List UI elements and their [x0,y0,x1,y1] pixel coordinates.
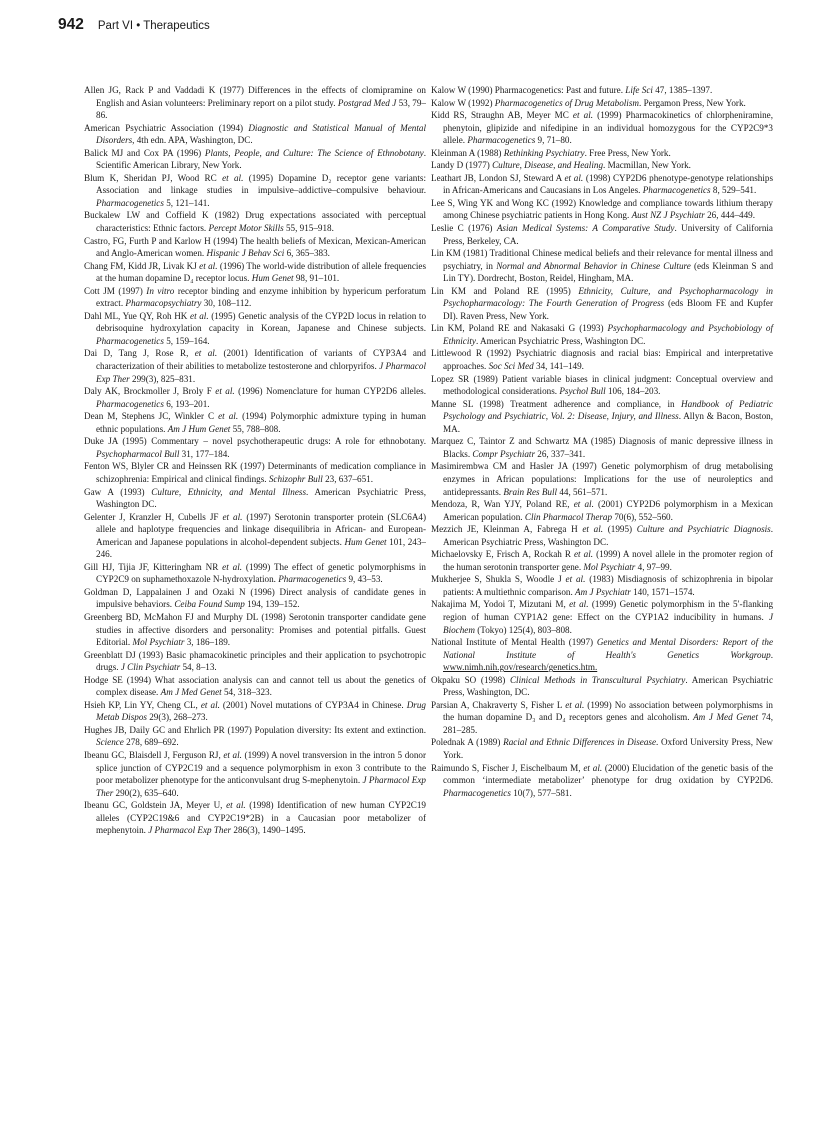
reference-entry [84,674,426,699]
reference-text: (Tokyo) 125(4), 803–808. [474,624,572,635]
reference-italic: Percept Motor Skills [208,223,284,234]
reference-entry [84,260,426,285]
reference-text: Cott JM (1997) [84,285,147,296]
reference-text: Ibeanu GC, Goldstein JA, Meyer U, [84,800,227,811]
reference-text: Leslie C (1976) [431,223,497,234]
reference-text: (1996) Nomenclature for human CYP2D6 alleles. [234,386,426,397]
reference-text: National Institute of Mental Health (1997) [431,637,597,648]
reference-italic: Diagnostic and Statistical Manual of Mental Disorders [96,122,426,146]
reference-text: 6, 193–201. [163,398,210,409]
reference-text: . Scientific American Library, New York. [96,147,426,171]
reference-text: Blum K, Sheridan PJ, Wood RC [84,172,223,183]
reference-text: Balick MJ and Cox PA (1996) [84,147,205,158]
reference-text: Michaelovsky E, Frisch A, Rockah R [431,549,574,560]
reference-text: Leathart JB, London SJ, Steward A [431,172,565,183]
reference-italic: Hum Genet [251,273,294,284]
reference-italic: Genetics and Mental Disorders: Report of the National Institute of Health's Genetics Workgroup [443,637,773,660]
reference-italic: et al. [574,549,594,560]
reference-italic: Psychopharmacology and Psychobiology of Ethnicity [443,323,773,346]
reference-italic: Pharmacopsychiatry [125,298,202,309]
reference-entry [431,762,773,800]
reference-text: Raimundo S, Fischer J, Eischelbaum M, [431,762,584,773]
reference-text: 9, 43–53. [346,574,383,585]
reference-text: Polednak A (1989) [431,737,504,748]
reference-text: 290(2), 635–640. [113,787,179,798]
reference-italic: et al. [565,699,585,710]
reference-text: 26, 444–449. [704,210,755,221]
reference-text: . Pergamon Press, New York. [639,97,746,108]
reference-text: Kalow W (1990) Pharmacogenetics: Past and future. [431,85,626,95]
reference-entry [84,172,426,210]
reference-entry [431,347,773,372]
reference-italic: Ethnicity, Culture, and Psychopharmacology in Psychopharmacology: The Fourth Generation of Progress [443,285,773,309]
reference-italic: Culture and Psychiatric Diagnosis [636,524,771,535]
reference-italic: Brain Res Bull [503,486,558,497]
reference-text: Greenberg BD, McMahon FJ and Murphy DL (1998) Serotonin transporter candidate gene studies in affective disorders and personality: Promises and potential pitfalls. Guest Editorial. [84,611,426,648]
reference-italic: J Pharmacol Exp Ther [96,361,426,384]
reference-text: 3, 186–189. [184,637,231,648]
reference-text: (eds Kleinman S and Lin TY). Dordrecht, Boston, Reidel, Hingham, MA. [443,260,774,284]
reference-entry [84,122,426,147]
reference-text: Ibeanu GC, Blaisdell J, Ferguson RJ, [84,749,224,760]
reference-text: . Macmillan, New York. [603,160,691,171]
reference-italic: Life Sci [625,85,653,95]
running-head: Part VI • Therapeutics [97,20,210,32]
reference-italic: Handbook of Pediatric Psychology and Psychiatric, Vol. 2: Disease, Injury, and Illness [443,398,773,422]
reference-italic: Ceiba Found Sump [174,599,245,610]
reference-text: Parsian A, Chakraverty S, Fisher L [431,699,566,710]
reference-text: 70(6), 552–560. [612,511,673,522]
reference-entry [431,322,773,347]
reference-entry [431,285,773,323]
reference-italic: et al. [582,524,604,535]
reference-text: 9, 71–80. [535,135,572,146]
reference-italic: et al. [199,260,218,271]
reference-text: 286(3), 1490–1495. [231,825,306,836]
reference-text: Hughes JB, Daily GC and Ehrlich PR (1997) Population diversity: Its extent and extinction. [84,724,426,735]
reference-text: Dahl ML, Yue QY, Roh HK [84,310,191,321]
reference-text: 54, 318–323. [221,687,272,698]
reference-text: Castro, FG, Furth P and Karlow H (1994) The health beliefs of Mexican, Mexican-American and Anglo-American women. [84,235,426,259]
reference-text: (eds Bloom FE and Kupfer DI). Raven Press, New York. [443,298,774,321]
reference-text: Kidd RS, Straughn AB, Meyer MC [431,110,573,121]
reference-italic: et al. [222,172,244,183]
reference-column-right [431,84,773,799]
reference-text: 278, 689–692. [123,737,179,748]
reference-text: 8, 529–541. [710,185,757,196]
reference-entry [431,373,773,398]
reference-text: Daly AK, Brockmoller J, Broly F [84,386,216,397]
reference-entry [84,84,426,122]
reference-entry [84,486,426,511]
reference-entry [84,649,426,674]
reference-italic: Compr Psychiatr [472,448,536,459]
reference-entry [431,498,773,523]
reference-entry [431,222,773,247]
reference-italic: Pharmacogenetics [96,335,164,346]
reference-text: . Allyn & Bacon, Boston, MA. [443,411,773,434]
reference-text: Kleinman A (1988) [431,147,504,158]
reference-entry [84,511,426,561]
reference-text: . American Psychiatric Press, Washington DC. [96,486,427,510]
reference-text: Greenblatt DJ (1993) Basic phamacokinetic principles and their application to psychotropic drugs. [84,649,426,673]
reference-text: . Free Press, New York. [584,147,671,158]
reference-text: Buckalew LW and Coffield K (1982) Drug expectations associated with perceptual characteristics: Ethnic factors. [84,210,426,234]
reference-text: Nakajima M, Yodoi T, Mizutani M, [431,599,570,610]
reference-entry [431,636,773,674]
reference-italic: Culture, Disease, and Healing [492,160,604,171]
reference-italic: et al. [215,386,235,397]
reference-text: 23, 637–651. [322,473,374,484]
reference-text: Gaw A (1993) [84,486,152,497]
reference-text: . American Psychiatric Press, Washington DC. [475,335,646,346]
reference-entry [84,310,426,348]
reference-text: (1994) Polymorphic admixture typing in human ethnic populations. [96,411,426,434]
reference-text: Allen JG, Rack P and Vaddadi K (1977) Differences in the effects of clomipramine on English and Asian volunteers: Preliminary report on a pilot study. [84,85,426,108]
reference-entry [84,235,426,260]
reference-text: Dai D, Tang J, Rose R, [84,348,195,359]
reference-text: 54, 8–13. [180,662,217,673]
reference-text: 299(3), 825–831. [129,373,196,384]
reference-italic: et al. [200,699,220,710]
reference-italic: Soc Sci Med [488,361,534,372]
reference-text: 4, 97–99. [635,561,672,572]
reference-entry [431,699,773,737]
reference-column-left [84,84,426,837]
reference-italic: et al. [569,599,589,610]
reference-text: Chang FM, Kidd JR, Livak KJ [84,260,200,271]
reference-text: . [770,649,773,660]
reference-text: Lee S, Wing YK and Wong KC (1992) Knowledge and compliance towards lithium therapy among Chinese psychiatric patients in Hong Kong. [431,197,773,221]
reference-italic: J Clin Psychiatr [120,662,181,673]
reference-text: 30, 108–112. [201,298,252,309]
reference-italic: Postgrad Med J [337,97,397,108]
reference-italic: Science [96,737,124,748]
reference-italic: Clinical Methods in Transcultural Psychiatry [509,674,686,685]
reference-text: Mezzich JE, Kleinman A, Fabrega H [431,524,583,535]
reference-entry [84,410,426,435]
reference-text: (1999) A novel transversion in the intron 5 donor splice junction of CYP2C19 and a sequence polymorphism in exon 3 contribute to the poor metabolizer phenotype for the anticonvulsant drug S-mephenytoin. [96,749,426,786]
reference-text: 55, 788–808. [230,423,281,434]
reference-text: (1999) No association between polymorphisms in the human dopamine D₃ and D₄ receptors genes and alcoholism. [443,699,773,723]
reference-entry [431,460,773,498]
reference-entry [431,247,773,285]
reference-italic: Pharmacogenetics [96,398,164,409]
reference-entry [84,799,426,837]
reference-text: (2001) Novel mutations of CYP3A4 in Chinese. [219,699,407,710]
reference-text: 6, 365–383. [284,248,330,259]
reference-italic: Mol Psychiatr [583,561,636,572]
reference-text: 55, 915–918. [283,223,334,234]
reference-text: . American Psychiatric Press, Washington, DC. [443,674,774,698]
reference-text: 5, 159–164. [163,335,210,346]
reference-italic: Plants, People, and Culture: The Science of Ethnobotany [204,147,424,158]
reference-text: Masimirembwa CM and Hasler JA (1997) Genetic polymorphism of drug metabolising enzymes in African populations: Implications for the use of neuroleptics and antidepressants. [431,461,773,497]
reference-italic: Am J Hum Genet [167,423,231,434]
reference-entry [431,674,773,699]
reference-italic: Rethinking Psychiatry [503,147,585,158]
reference-text: Manne SL (1998) Treatment adherence and compliance, in [431,398,682,409]
reference-italic: et al. [190,310,209,321]
reference-entry [84,435,426,460]
page-number: 942 [58,16,84,33]
reference-text: (1999) A novel allele in the promoter region of the human serotonin transporter gene. [443,549,773,572]
reference-entry [84,147,426,172]
reference-text: Gill HJ, Tijia JF, Kitteringham NR [84,561,223,572]
reference-italic: et al. [573,499,594,510]
reference-text: (1998) Identification of new human CYP2C19 alleles (CYP2C19&6 and CYP2C19*2B) in a Caucasian poor metabolizer of mephenytoin. [96,800,426,836]
reference-entry [84,724,426,749]
reference-text: Goldman D, Lappalainen J and Ozaki N (1996) Direct analysis of candidate genes in impulsive behaviors. [84,586,426,610]
reference-text: 44, 561–571. [557,486,608,497]
reference-italic: Psychol Bull [559,386,606,397]
reference-text: 106, 184–203. [605,386,661,397]
reference-italic: Psychopharmacol Bull [96,448,180,459]
reference-entry [431,84,773,97]
reference-text: 74, 281–285. [443,712,774,735]
reference-text: receptor binding and enzyme inhibition by hypericum perforatum extract. [96,285,427,309]
reference-text: 26, 337–341. [535,448,586,459]
reference-text: Fenton WS, Blyler CR and Heinssen RK (1997) Determinants of medication compliance in schizophrenia: Empirical and clinical findings. [84,461,426,484]
reference-italic: et al. [194,348,218,359]
reference-text: Littlewood R (1992) Psychiatric diagnosis and racial bias: Empirical and interpretative approaches. [431,348,773,372]
page-header [58,16,210,34]
reference-entry [431,548,773,573]
reference-italic: Pharmacogenetics [467,135,536,146]
reference-entry [431,573,773,598]
reference-italic: Am J Med Genet [160,687,222,698]
reference-entry [84,460,426,485]
reference-entry [431,197,773,222]
reference-text: (2000) Elucidation of the genetic basis of the common ‘intermediate metabolizer’ phenotype for drug oxidation by CYP2D6. [443,762,773,786]
reference-entry [431,736,773,761]
reference-text: Landy D (1977) [431,160,493,171]
reference-italic: Pharmacogenetics [642,185,711,196]
reference-text: American Psychiatric Association (1994) [84,122,249,133]
reference-italic: J Pharmacol Exp Ther [148,825,232,836]
reference-entry [84,586,426,611]
reference-italic: Am J Med Genet [693,712,759,723]
reference-italic: Clin Pharmacol Therap [524,511,613,522]
reference-text: Dean M, Stephens JC, Winkler C [84,411,219,422]
reference-italic: et al. [226,800,246,811]
reference-italic: Pharmacogenetics [443,787,511,798]
reference-text: Mukherjee S, Shukla S, Woodle J [431,574,566,585]
reference-text: Okpaku SO (1998) [431,674,510,685]
reference-text: 47, 1385–1397. [652,85,713,95]
reference-italic: J Biochem [443,611,773,635]
reference-text: (2001) CYP2D6 polymorphism in a Mexican American population. [443,499,773,522]
reference-italic: Asian Medical Systems: A Comparative Study [496,223,675,234]
reference-entry [84,347,426,385]
reference-text: 98, 91–101. [293,273,340,284]
reference-text: Lin KM (1981) Traditional Chinese medical beliefs and their relevance for mental illness and psychiatry, in [431,248,773,271]
reference-text: , 4th edn. APA, Washington, DC. [132,135,253,146]
reference-text: 53, 79–86. [96,97,426,121]
reference-text: 10(7), 577–581. [510,787,572,798]
reference-text: (1995) [603,524,637,535]
reference-entry [84,285,426,310]
reference-italic: et al. [564,172,584,183]
reference-italic: Normal and Abnormal Behavior in Chinese Culture [496,260,691,271]
reference-italic: Aust NZ J Psychiatr [631,210,705,221]
reference-text: (1983) Misdiagnosis of schizophrenia in bipolar patients: A multiethnic comparison. [443,574,773,597]
reference-text: 140, 1571–1574. [630,586,695,597]
reference-italic: Pharmacogenetics of Drug Metabolism [494,97,639,108]
reference-text: (2001) Identification of variants of CYP3A4 and characterization of their abilities to metabolize testosterone and chlorpyrifos. [96,348,426,372]
reference-italic: Hispanic J Behav Sci [206,248,285,259]
reference-entry [84,385,426,410]
reference-entry [431,172,773,197]
reference-text: 31, 177–184. [179,448,230,459]
reference-text: Hsieh KP, Lin YY, Cheng CL, [84,699,201,710]
reference-text: Mendoza, R, Wan YJY, Poland RE, [431,499,574,510]
reference-entry [431,147,773,160]
reference-text: (1999) Genetic polymorphism in the 5′-flanking region of human CYP1A2 gene: Effect on the CYP1A2 inducibility in humans. [443,599,774,622]
reference-text: Duke JA (1995) Commentary – novel psychotherapeutic drugs: A role for ethnobotany. [84,436,426,447]
reference-entry [84,611,426,649]
reference-text: 29(3), 268–273. [146,712,208,723]
reference-text: (1997) Serotonin transporter protein (SLC6A4) allele and haplotype frequencies and linkage disequilibria in African- and European-American and Japanese populations in alcohol-dependent subjects. [96,511,427,547]
reference-italic: In vitro [146,285,175,296]
reference-text: Kalow W (1992) [431,97,495,108]
reference-italic: Mol Psychiatr [132,637,185,648]
reference-text: Marquez C, Taintor Z and Schwartz MA (1985) Diagnosis of manic depressive illness in Blacks. [431,436,773,459]
reference-text: (1999) Pharmacokinetics of chlorpheniramine, phenytoin, glipizide and nifedipine in an individual homozygous for the CYP2C9*3 allele. [443,110,774,146]
reference-italic: et al. [222,511,243,522]
reference-italic: et al. [223,749,242,760]
reference-text: Hodge SE (1994) What association analysis can and cannot tell us about the genetics of complex disease. [84,674,426,698]
reference-text: Lopez SR (1989) Patient variable biases in clinical judgment: Conceptual overview and methodological considerations. [431,373,773,397]
reference-italic: Am J Psychiatr [575,586,631,597]
reference-text: (1995) Dopamine D₂ receptor gene variants: Association and linkage studies in impulsive–addictive–compulsive behaviour. [96,172,426,196]
reference-text: 34, 141–149. [533,361,584,372]
reference-italic: J Pharmacol Exp Ther [96,775,426,798]
reference-entry [84,699,426,724]
reference-italic: et al. [565,574,586,585]
reference-text: (1999) The effect of genetic polymorphisms in CYP2C9 on suphamethoxazole N-hydroxylation. [96,561,426,585]
reference-text: 5, 121–141. [163,197,210,208]
reference-entry [431,598,773,636]
reference-italic: Hum Genet [344,536,387,547]
reference-text: (1998) CYP2D6 phenotype-genotype relationships in African-Americans and Caucasians in Los Angeles. [443,172,774,196]
reference-entry [431,97,773,110]
reference-entry [84,209,426,234]
reference-text: 194, 139–152. [244,599,300,610]
reference-entry [84,749,426,799]
reference-italic: Schizophr Bull [268,473,323,484]
reference-italic: Drug Metab Dispos [96,699,426,723]
reference-italic: et al. [583,762,603,773]
reference-text: . American Psychiatric Press, Washington DC. [443,524,773,547]
reference-italic: et al. [572,110,594,121]
reference-text: Lin KM and Poland RE (1995) [431,285,579,296]
reference-text: (1996) The world-wide distribution of allele frequencies at the human dopamine D₄ receptor locus. [96,260,427,284]
reference-entry [431,398,773,436]
reference-italic: et al. [218,411,239,422]
reference-text: Gelenter J, Kranzler H, Cubells JF [84,511,223,522]
reference-entry [431,435,773,460]
reference-italic: Pharmacogenetics [278,574,347,585]
reference-entry [84,561,426,586]
reference-text: 101, 243–246. [96,536,426,560]
reference-entry [431,109,773,147]
reference-italic: et al. [222,561,243,572]
reference-text: . University of California Press, Berkeley, CA. [443,223,773,246]
reference-text: (1995) Genetic analysis of the CYP2D locus in relation to debrisoquine hydroxylation capacity in Korean, Japanese and Chinese subjects. [96,310,427,334]
reference-entry [431,159,773,172]
reference-italic: Pharmacogenetics [96,197,164,208]
reference-entry [431,523,773,548]
reference-url: www.nimh.nih.gov/research/genetics.htm. [443,662,598,673]
reference-italic: Racial and Ethnic Differences in Disease [503,737,657,748]
reference-italic: Culture, Ethnicity, and Mental Illness [151,486,307,497]
reference-text: . Oxford University Press, New York. [443,737,773,760]
reference-text: Lin KM, Poland RE and Nakasaki G (1993) [431,323,608,334]
